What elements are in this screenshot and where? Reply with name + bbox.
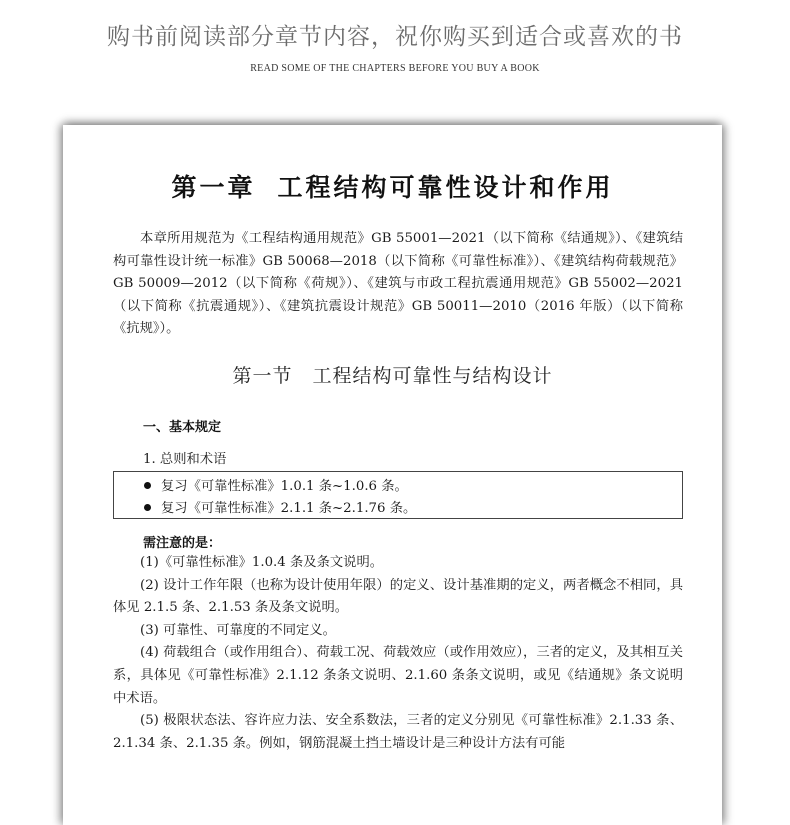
notes-list: [113, 552, 683, 755]
note-item: (1)《可靠性标准》1.0.4 条及条文说明。: [140, 555, 384, 570]
chapter-number: 第一章: [171, 173, 256, 202]
document-page: [63, 125, 722, 825]
note-item: (5) 极限状态法、容许应力法、安全系数法，三者的定义分别见《可靠性标准》2.1.33 条、2.1.34 条、2.1.35 条。例如，钢筋混凝土挡土墙设计是三种设计方法有可能: [113, 713, 683, 751]
review-item: 复习《可靠性标准》1.0.1 条~1.0.6 条。: [144, 475, 408, 494]
section-name: 工程结构可靠性与结构设计: [312, 365, 553, 387]
section-number: 第一节: [232, 365, 293, 387]
note-item: (4) 荷载组合（或作用组合）、荷载工况、荷载效应（或作用效应），三者的定义，及其相互关系，具体见《可靠性标准》2.1.12 条条文说明、2.1.60 条条文说明，或见《结通规》条文说明中术语。: [113, 645, 683, 706]
note-item: (2) 设计工作年限（也称为设计使用年限）的定义、设计基准期的定义，两者概念不相同，具体见 2.1.5 条、2.1.53 条及条文说明。: [113, 577, 683, 616]
note-item: (3) 可靠性、可靠度的不同定义。: [140, 622, 336, 638]
intro-paragraph: 本章所用规范为《工程结构通用规范》GB 55001—2021（以下简称《结通规》）、《建筑结构可靠性设计统一标准》GB 50068—2018（以下简称《可靠性标准》）、《建筑结构荷载规范》GB 50009—2012（以下简称《荷规》）、《建筑与市政工程抗震通用规范》GB 55002—2021（以下简称《抗震通规》）、《建筑抗震设计规范》GB 50011—2010（2016 年版）（以下简称《抗规》）。: [113, 231, 683, 337]
bullet-icon: [144, 504, 151, 511]
heading-basic-provisions: 一、基本规定: [143, 420, 222, 435]
item-general-terms: 1. 总则和术语: [143, 452, 227, 467]
bullet-icon: [144, 482, 151, 489]
promo-subtitle: READ SOME OF THE CHAPTERS BEFORE YOU BUY A BOOK: [250, 63, 540, 74]
review-item: 复习《可靠性标准》2.1.1 条~2.1.76 条。: [144, 497, 416, 516]
note-heading: 需注意的是：: [143, 536, 222, 551]
chapter-title: [63, 168, 722, 204]
promo-title: 购书前阅读部分章节内容，祝你购买到适合或喜欢的书: [107, 24, 683, 50]
review-box: [113, 471, 683, 519]
chapter-name: 工程结构可靠性设计和作用: [277, 173, 614, 202]
section-title: [63, 361, 722, 388]
